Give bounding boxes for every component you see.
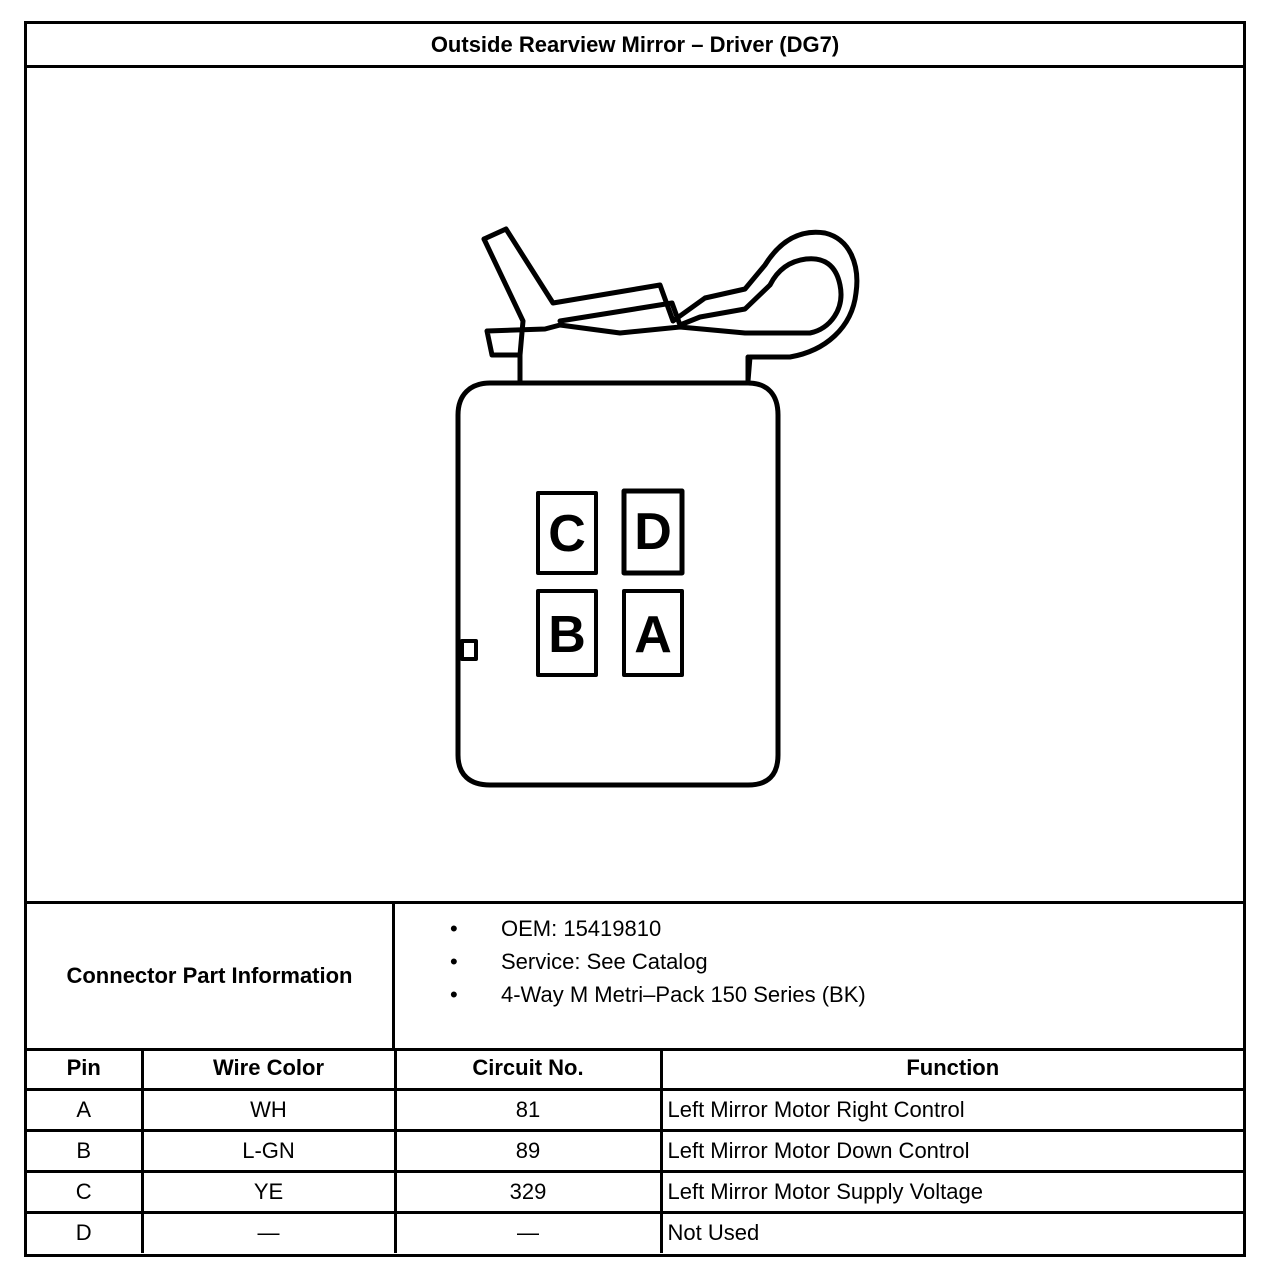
- table-row: [27, 1089, 1243, 1130]
- bullet-icon: •: [450, 949, 458, 974]
- cell-wire-color: —: [142, 1212, 395, 1253]
- cell-wire-color: L-GN: [142, 1130, 395, 1171]
- connector-key-tab: [462, 641, 476, 659]
- connector-body: [458, 383, 778, 785]
- table-row: [27, 1212, 1243, 1253]
- cell-circuit-no: —: [395, 1212, 661, 1253]
- header-circuit-no: Circuit No.: [395, 1048, 661, 1089]
- pin-c-label: C: [548, 505, 586, 563]
- sheet-title: Outside Rearview Mirror – Driver (DG7): [27, 24, 1243, 68]
- connector-drawing: [27, 68, 1243, 901]
- bullet-icon: •: [450, 916, 458, 941]
- bullet-icon: •: [450, 982, 458, 1007]
- header-wire-color: Wire Color: [142, 1048, 395, 1089]
- cell-function: Left Mirror Motor Down Control: [661, 1130, 1243, 1171]
- pin-a-label: A: [634, 606, 672, 664]
- table-header-row: [27, 1048, 1243, 1089]
- cell-function: Left Mirror Motor Supply Voltage: [661, 1171, 1243, 1212]
- cell-circuit-no: 89: [395, 1130, 661, 1171]
- cell-pin: A: [27, 1089, 142, 1130]
- pinout-table: [27, 1048, 1243, 1253]
- table-row: [27, 1130, 1243, 1171]
- table-row: [27, 1171, 1243, 1212]
- part-info-row: [27, 901, 1243, 1051]
- cell-wire-color: YE: [142, 1171, 395, 1212]
- connector-shoulder: [520, 355, 748, 381]
- cell-circuit-no: 81: [395, 1089, 661, 1130]
- cell-pin: B: [27, 1130, 142, 1171]
- part-info-list: • OEM: 15419810 • Service: See Catalog • 4-Way M Metri–Pack 150 Series (BK): [450, 916, 866, 1007]
- header-pin: Pin: [27, 1048, 142, 1089]
- cell-circuit-no: 329: [395, 1171, 661, 1212]
- header-function: Function: [661, 1048, 1243, 1089]
- connector-face-svg: [27, 68, 1243, 901]
- cell-pin: D: [27, 1212, 142, 1253]
- cell-pin: C: [27, 1171, 142, 1212]
- connector-sheet: [24, 21, 1246, 1257]
- cell-function: Not Used: [661, 1212, 1243, 1253]
- part-info-label: Connector Part Information: [27, 904, 395, 1048]
- cell-wire-color: WH: [142, 1089, 395, 1130]
- cell-function: Left Mirror Motor Right Control: [661, 1089, 1243, 1130]
- pin-b-label: B: [548, 606, 586, 664]
- pin-d-label: D: [634, 503, 672, 561]
